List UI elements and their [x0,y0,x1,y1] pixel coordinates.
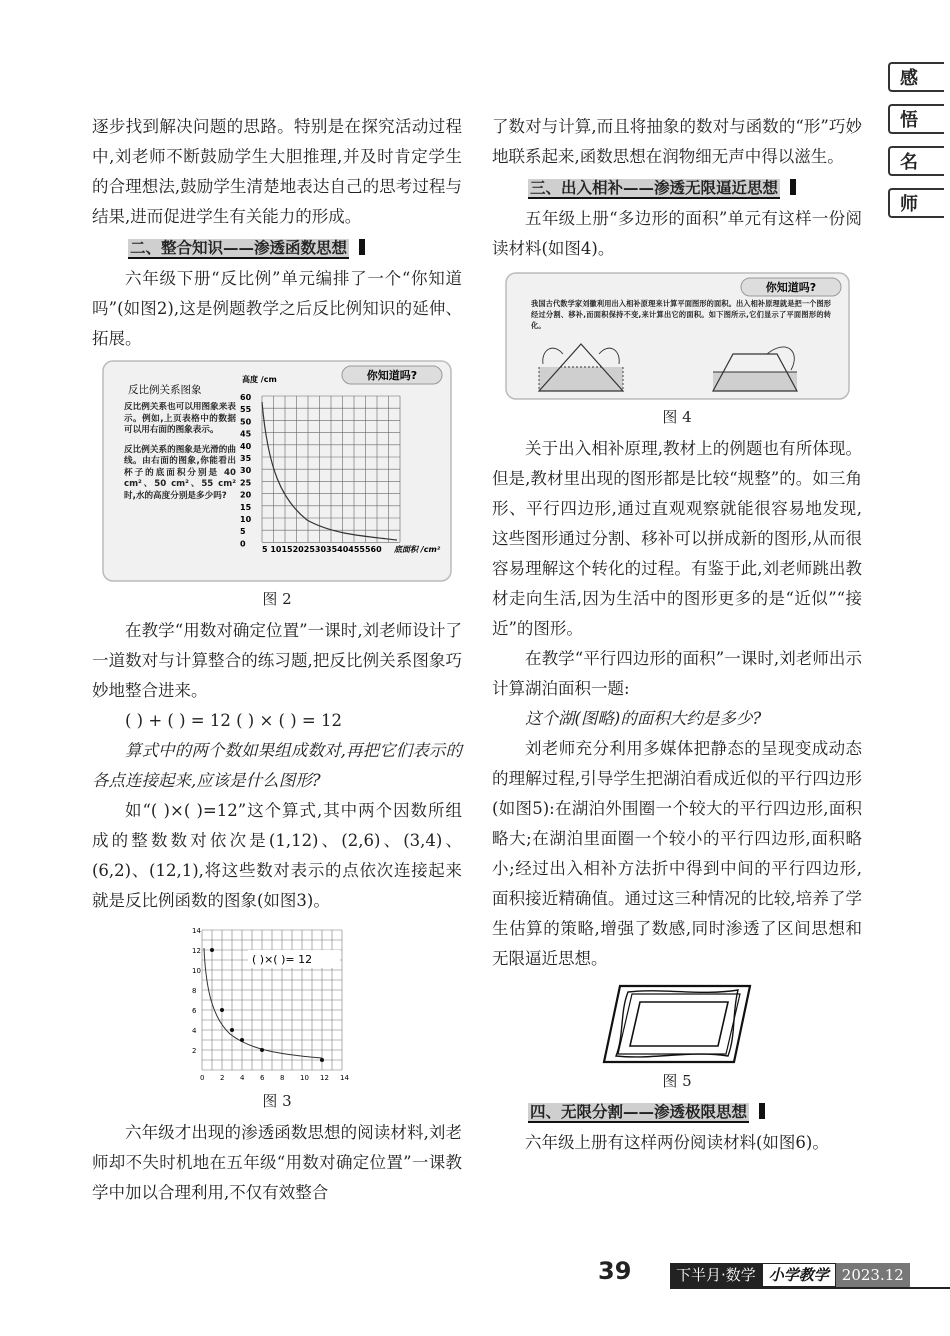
paragraph: 六年级上册有这样两份阅读材料(如图6)。 [525,1133,829,1152]
fig3-xtick: 10 [300,1074,309,1082]
fig3-xtick: 12 [320,1074,329,1082]
fig3-xtick: 8 [280,1074,285,1082]
paragraph: 六年级下册“反比例”单元编排了一个“你知道吗”(如图2),这是例题教学之后反比例知识的延伸、拓展。 [92,269,462,348]
fig2-ytick: 20 [240,490,252,500]
fig2-ytick: 45 [240,429,252,439]
fig3-xtick: 14 [340,1074,349,1082]
paragraph: 在教学“用数对确定位置”一课时,刘老师设计了一道数对与计算整合的练习题,把反比例关系图象巧妙地整合进来。 [92,621,462,700]
fig2-text1: 反比例关系也可以用图象来表示。例如,上页表格中的数据可以用右面的图象表示。 [124,402,236,435]
fig2-xticks: 5 10152025303540455560 [262,545,382,554]
paragraph: 关于出入相补原理,教材上的例题也有所体现。但是,教材里出现的图形都是比较“规整”的。如三角形、平行四边形,通过直观观察就能很容易地发现,这些图形通过分割、移补可以拼成新的图形,从而很容易理解这个转化的过程。有鉴于此,刘老师跳出教材走向生活,因为生活中的图形更多的是“近似”“接近”的图形。 [492,439,862,638]
fig3-ytick: 2 [192,1047,197,1055]
fig2-ytick: 25 [240,478,252,488]
figure-3-caption: 图 3 [262,1092,292,1110]
issue-date: 2023.12 [836,1263,910,1287]
section-heading-3: 三、出入相补——渗透无限逼近思想 [528,174,862,202]
figure-5 [602,984,752,1064]
fig3-ytick: 10 [192,967,201,975]
figure-2 [102,360,452,582]
paragraph: 六年级才出现的渗透函数思想的阅读材料,刘老师却不失时机地在五年级“用数对确定位置”一课教学中加以合理利用,不仅有效整合 [92,1123,462,1202]
side-tab: 师 [888,188,944,218]
side-tab: 悟 [888,104,944,134]
figure-3 [192,924,362,1084]
fig3-point [210,948,214,952]
side-tabs [888,62,950,230]
fig3-point [260,1048,264,1052]
fig3-xtick: 6 [260,1074,265,1082]
paragraph: 这个湖(图略)的面积大约是多少? [525,709,762,728]
footer-rule [670,1287,950,1289]
fig2-ytick: 15 [240,502,252,512]
paragraph: 五年级上册“多边形的面积”单元有这样一份阅读材料(如图4)。 [492,209,862,258]
figure-4-caption: 图 4 [662,408,692,426]
fig3-point [220,1008,224,1012]
fig2-ytick: 50 [240,417,252,427]
fig2-ytick: 5 [240,527,246,537]
paragraph: 在教学“平行四边形的面积”一课时,刘老师出示计算湖泊面积一题: [492,649,862,698]
fig2-title: 反比例关系图象 [128,384,202,396]
fig3-point [230,1028,234,1032]
fig3-equation: ( )×( )= 12 [252,953,313,966]
fig2-ylabel: 高度 /cm [242,375,277,384]
magazine-logo: 小学教学 [762,1263,836,1287]
fig3-xtick: 4 [240,1074,245,1082]
figure-2-caption: 图 2 [262,590,292,608]
fig2-ytick: 10 [240,515,252,524]
figure-5-caption: 图 5 [662,1072,692,1090]
fig3-ytick: 8 [192,987,197,995]
fig2-badge: 你知道吗? [366,369,418,382]
footer-banner [670,1263,910,1287]
page-number: 39 [598,1257,632,1285]
fig2-ytick: 55 [240,405,252,415]
fig2-ytick: 40 [240,441,252,451]
fig3-xtick: 0 [200,1074,205,1082]
paragraph: 算式中的两个数如果组成数对,再把它们表示的各点连接起来,应该是什么图形? [92,741,462,790]
fig3-ytick: 12 [192,947,201,955]
fig3-ytick: 4 [192,1027,197,1035]
fig3-ytick: 6 [192,1007,197,1015]
fig3-point [320,1058,324,1062]
fig2-xlabel: 底面积 /cm² [394,545,441,554]
left-column [92,112,462,1208]
footer-section: 下半月·数学 [670,1263,762,1287]
fig4-text: 我国古代数学家刘徽利用出入相补原理来计算平面图形的面积。出入相补原理就是把一个图形经过分割、移补,而面积保持不变,来计算出它的面积。如下图所示,它们显示了平面图形的转化。 [530,299,831,330]
side-tab: 名 [888,146,944,176]
figure-4 [505,272,850,400]
fig2-text2: 反比例关系的图象是光滑的曲线。由右面的图象,你能看出杯子的底面积分别是 40 cm²、50 cm²、55 cm² 时,水的高度分别是多少吗? [124,444,236,501]
section-heading-2: 二、整合知识——渗透函数思想 [128,234,462,262]
section-heading-4: 四、无限分割——渗透极限思想 [528,1098,862,1126]
fig2-ytick: 30 [240,466,252,476]
fig3-xtick: 2 [220,1074,225,1082]
right-column [492,112,862,1158]
fig4-badge: 你知道吗? [765,281,816,294]
paragraph: 了数对与计算,而且将抽象的数对与函数的“形”巧妙地联系起来,函数思想在润物细无声中得以滋生。 [492,117,862,166]
equation: ( ) + ( ) = 12 ( ) × ( ) = 12 [125,711,342,730]
fig2-ytick: 0 [240,539,246,549]
fig3-point [240,1038,244,1042]
paragraph: 刘老师充分利用多媒体把静态的呈现变成动态的理解过程,引导学生把湖泊看成近似的平行四边形(如图5):在湖泊外围圈一个较大的平行四边形,面积略大;在湖泊里面圈一个较小的平行四边形,面积略小;经过出入相补方法折中得到中间的平行四边形,面积接近精确值。通过这三种情况的比较,培养了学生估算的策略,增强了数感,同时渗透了区间思想和无限逼近思想。 [492,739,862,968]
paragraph: 如“( )×( )=12”这个算式,其中两个因数所组成的整数数对依次是(1,12)、(2,6)、(3,4)、(6,2)、(12,1),将这些数对表示的点依次连接起来就是反比例函数的图象(如图3)。 [92,801,462,910]
fig3-ytick: 14 [192,927,201,935]
paragraph: 逐步找到解决问题的思路。特别是在探究活动过程中,刘老师不断鼓励学生大胆推理,并及时肯定学生的合理想法,鼓励学生清楚地表达自己的思考过程与结果,进而促进学生有关能力的形成。 [92,117,462,226]
fig2-ytick: 60 [240,393,252,402]
fig2-ytick: 35 [240,454,252,463]
side-tab: 感 [888,62,944,92]
